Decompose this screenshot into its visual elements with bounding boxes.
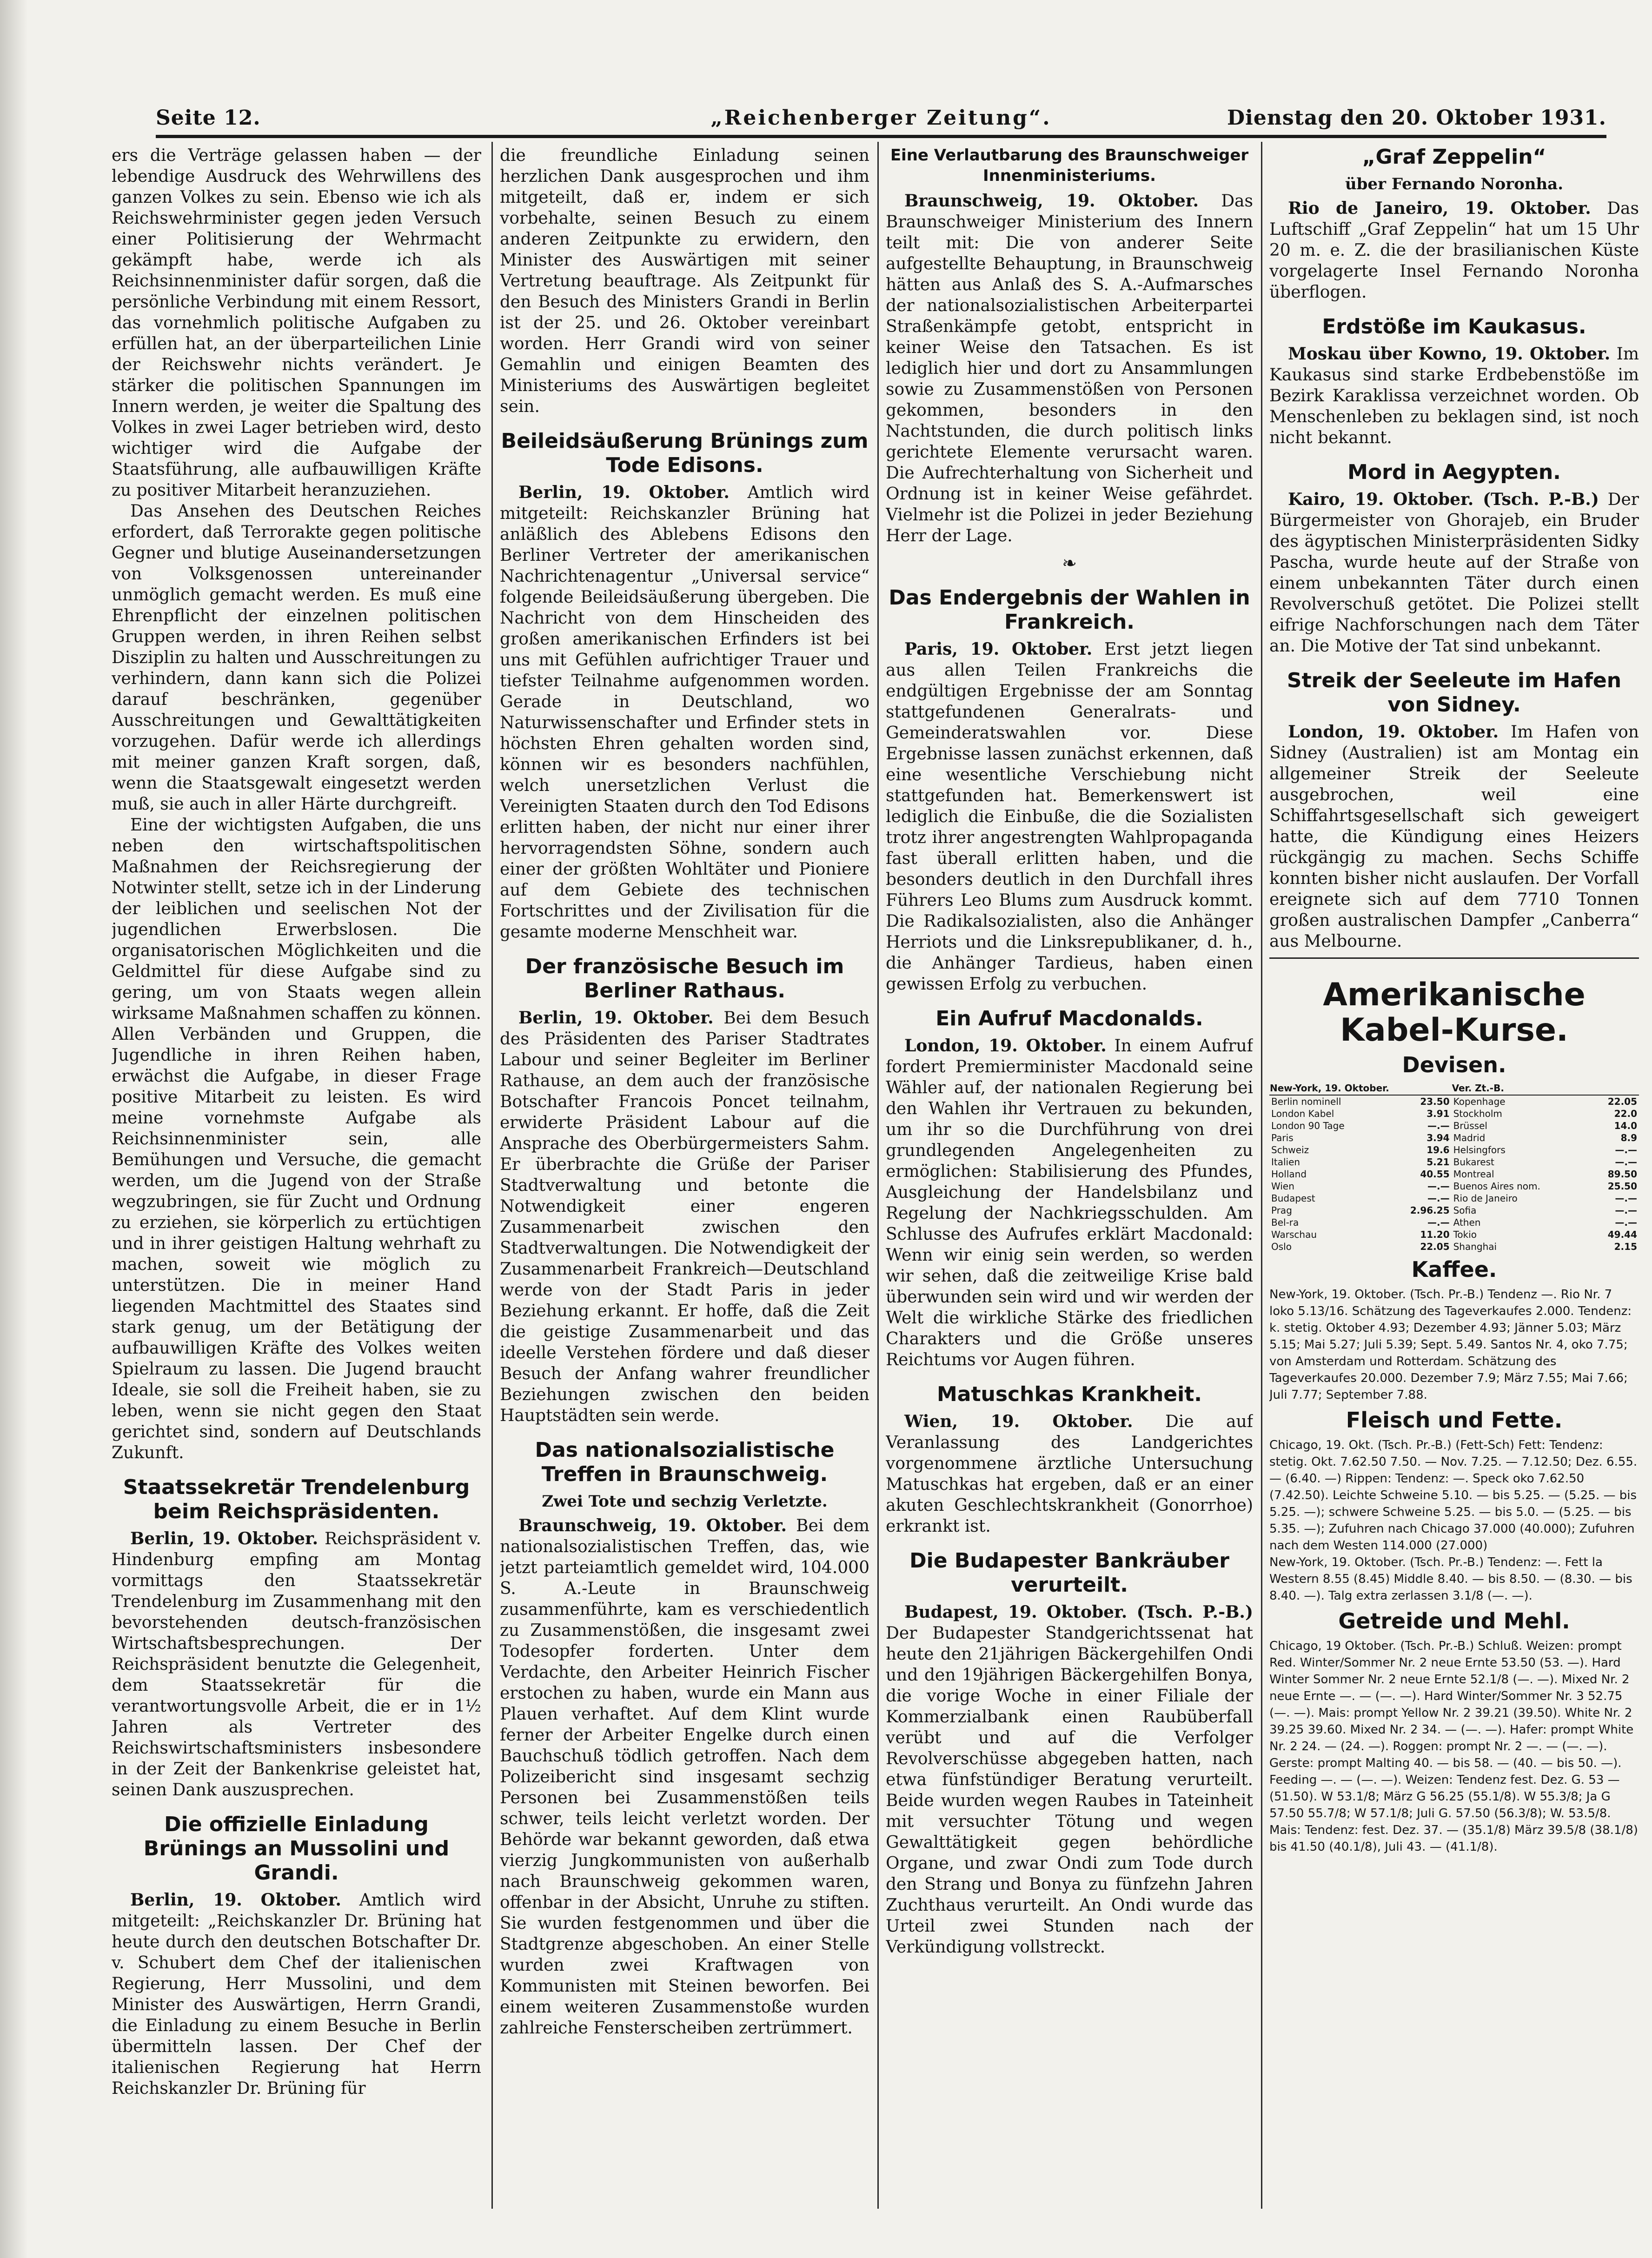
currency-name: Stockholm xyxy=(1453,1108,1502,1119)
article-text: Bei dem Besuch des Präsidenten des Pariser Stadtrates Labour und seiner Begleiter im Berliner Rathause, an dem auch der französische Botschafter Francois Poncet teilnahm, erwiderte Präsident Labour auf die Ansprache des Oberbürgermeisters Sahm. Er überbrachte die Grüße der Pariser Stadtverwaltung und betonte die Notwendigkeit einer engeren Zusammenarbeit zwischen den Stadtverwaltungen. Die Notwendigkeit der Zusammenarbeit Frankreich—Deutschland werde von der Stadt Paris in jeder Beziehung erkannt. Er hoffe, daß die Zeit die geistige Zusammenarbeit und das ideelle Verstehen fördere und daß dieser Besuch der Anfang wahrer freundlicher Beziehungen zwischen den beiden Hauptstädten sein werde. xyxy=(500,1009,869,1425)
currency-rate: 40.55 xyxy=(1420,1169,1450,1180)
headline: Erdstöße im Kaukasus. xyxy=(1322,315,1586,339)
article-text: die freundliche Einladung seinen herzlichen Dank ausgesprochen und ihm mitgeteilt, daß er, indem er sich vorbehalte, seinen Besuch zu einem anderen Zeitpunkte zu erwidern, den Minister des Auswärtigen mit seiner Vertretung beauftrage. Als Zeitpunkt für den Besuch des Ministers Grandi in Berlin ist der 25. und 26. Oktober vereinbart worden. Herr Grandi wird von seiner Gemahlin und einigen Beamten des Ministeriums des Auswärtigen begleitet sein. xyxy=(500,146,869,416)
article-text: Bei dem nationalsozialistischen Treffen, das, wie jetzt parteiamtlich gemeldet wird, 104.000 S. A.-Leute in Braunschweig zusammenführte, kam es verschiedentlich zu Zusammenstößen, die insgesamt zwei Todesopfer forderten. Unter dem Verdachte, den Arbeiter Heinrich Fischer erstochen zu haben, wurde ein Mann aus Plauen verhaftet. Auf dem Klint wurde ferner der Arbeiter Engelke durch einen Bauchschuß tödlich getroffen. Nach dem Polizeibericht sind insgesamt sechzig Personen bei Zusammenstößen teils schwer, teils leicht verletzt worden. Der Behörde war bekannt geworden, daß etwa vierzig Jungkommunisten von außerhalb nach Braunschweig gekommen waren, offenbar in der Absicht, Unruhe zu stiften. Sie wurden festgenommen und über die Stadtgrenze abgeschoben. An einer Stelle wurden zwei Kraftwagen von Kommunisten mit Steinen beworfen. Bei einem weiteren Zusammenstoße wurden zahlreiche Fensterscheiben zertrümmert. xyxy=(500,1516,869,2038)
currency-rate: —.— xyxy=(1427,1181,1450,1192)
currency-rate: —.— xyxy=(1615,1144,1637,1156)
currency-name: Schweiz xyxy=(1271,1144,1309,1156)
currency-name: Oslo xyxy=(1271,1241,1292,1252)
dateline: Moskau über Kowno, 19. Oktober. xyxy=(1288,344,1611,364)
headline: Der französische Besuch im Berliner Rathaus. xyxy=(525,955,844,1003)
headline: Streik der Seeleute im Hafen von Sidney. xyxy=(1287,669,1622,717)
currency-rate: —.— xyxy=(1615,1205,1637,1216)
headline: Staatssekretär Trendelenburg beim Reichspräsidenten. xyxy=(123,1475,470,1523)
market-subheadline: Fleisch und Fette. xyxy=(1346,1408,1563,1433)
page-number: Seite 12. xyxy=(156,106,261,130)
currency-rate: 22.05 xyxy=(1420,1241,1450,1252)
dateline: London, 19. Oktober. xyxy=(1288,722,1499,742)
article-text: Amtlich wird mitgeteilt: Reichskanzler Brüning hat anläßlich des Ablebens Edisons den Berliner Vertreter der amerikanischen Nachrichtenagentur „Universal service“ folgende Beileidsäußerung übergeben. Die Nachricht von dem Hinscheiden des großen amerikanischen Erfinders ist bei uns mit Gefühlen aufrichtiger Trauer und tiefster Teilnahme aufgenommen worden. Gerade in Deutschland, wo Naturwissenschafter und Erfinder stets in höchsten Ehren gehalten worden sind, können wir es besonders nachfühlen, welch unersetzlichen Verlust die Vereinigten Staaten durch den Tod Edisons erlitten haben, der nicht nur einer ihrer hervorragendsten Söhne, sondern auch einer der größten Wohltäter und Pioniere auf dem Gebiete des technischen Fortschrittes und der Zivilisation für die gesamte moderne Menschheit war. xyxy=(500,483,869,942)
currency-rate: 89.50 xyxy=(1607,1169,1637,1180)
currency-name: London Kabel xyxy=(1271,1108,1334,1119)
currency-rate: 19.6 xyxy=(1426,1144,1450,1156)
headline: Die offizielle Einladung Brünings an Mussolini und Grandi. xyxy=(143,1813,450,1885)
article-text: Eine der wichtigsten Aufgaben, die uns neben den wirtschaftspolitischen Maßnahmen der Reichsregierung der Notwinter stellt, setze ich in der Linderung der leiblichen und seelischen Not der jugendlichen Erwerbslosen. Die organisatorischen Möglichkeiten und die Geldmittel für diese Aufgabe sind zu gering, um von Staats wegen allein wirksame Maßnahmen schaffen zu können. Allen Verbänden und Gruppen, die Jugendliche in ihren Reihen haben, erwächst die Aufgabe, in dieser Frage positive Mitarbeit zu leisten. Es wird meine vornehmste Aufgabe als Reichsinnenminister sein, alle Bemühungen und Versuche, die gemacht werden, um die Jugend von der Straße wegzubringen, sie für Zucht und Ordnung zu erziehen, sie körperlich zu ertüchtigen und in ihrer geistigen Haltung wehrhaft zu machen, soweit wie möglich zu unterstützen. Die in meiner Hand liegenden Machtmittel des Staates sind stark genug, um der Betätigung der aufbauwilligen Kräfte des Volkes weiten Spielraum zu lassen. Die Jugend braucht Ideale, sie soll die Freiheit haben, sie zu leben, wenn sie nicht gegen den Staat gerichtet sind, sondern auf Deutschlands Zukunft. xyxy=(112,816,481,1462)
currency-name: Bel-ra xyxy=(1271,1217,1299,1228)
table-row xyxy=(1269,1132,1639,1144)
currency-name: Athen xyxy=(1453,1217,1481,1228)
article-text: In einem Aufruf fordert Premierminister Macdonald seine Wähler auf, der nationalen Regierung bei den Wahlen ihr Vertrauen zu bekunden, um ihr so die Durchführung von drei grundlegenden Angelegenheiten zu ermöglichen: Stabilisierung des Pfundes, Ausgleichung der Handelsbilanz und Regelung der Nachkriegsschulden. Am Schlusse des Aufrufes erklärt Macdonald: Wenn wir einig sein werden, so werden wir sehen, daß die zeitweilige Krise bald überwunden sein wird und wir werden der Welt die wirkliche Stärke des friedlichen Charakters und die Größe unseres Reichtums vor Augen führen. xyxy=(886,1036,1253,1369)
currency-rate: 14.0 xyxy=(1614,1120,1637,1131)
currency-rate: —.— xyxy=(1615,1217,1637,1228)
table-row xyxy=(1269,1108,1639,1120)
header-rule xyxy=(156,135,1606,138)
table-row xyxy=(1269,1095,1639,1108)
currency-rate: 11.20 xyxy=(1420,1229,1450,1240)
market-text: Chicago, 19. Okt. (Tsch. Pr.-B.) (Fett-Sch) Fett: Tendenz: stetig. Okt. 7.62.50 7.50. — Nov. 7.25. — 7.12.50; Dez. 6.55. — (6.40. —) Rippen: Tendenz: —. Speck oko 7.62.50 (7.42.50). Leichte Schweine 5.10. — bis 5.25. — (5.25. — bis 5.25. —); schwere Schweine 5.25. — bis 5.0. — (5.25. — bis 5.35. —); Zufuhren nach Chicago 37.000 (40.000); Zufuhren nach dem Westen 114.000 (27.000) xyxy=(1269,1438,1638,1553)
column-divider xyxy=(491,142,493,2209)
dateline: Berlin, 19. Oktober. xyxy=(130,1890,341,1910)
currency-rate: —.— xyxy=(1615,1193,1637,1204)
currency-rate: 3.94 xyxy=(1426,1132,1450,1143)
headline: Das nationalsozialistische Treffen in Braunschweig. xyxy=(535,1438,835,1486)
currency-rate: 25.50 xyxy=(1607,1181,1637,1192)
currency-name: Helsingfors xyxy=(1453,1144,1506,1156)
article-text: Reichspräsident v. Hindenburg empfing am Montag vormittags den Staatssekretär Trendelenburg im Zusammenhang mit den bevorstehenden deutsch-französischen Wirtschaftsbesprechungen. Der Reichspräsident benutzte die Gelegenheit, dem Staatssekretär für die verantwortungsvolle Arbeit, die er in 1½ Jahren als Vertreter des Reichswirtschaftsministers insbesondere in der Zeit der Bankenkrise geleistet hat, seinen Dank auszusprechen. xyxy=(112,1529,481,1800)
headline: „Graf Zeppelin“ xyxy=(1362,145,1546,169)
headline: Eine Verlautbarung des Braunschweiger Innenministeriums. xyxy=(890,146,1249,185)
currency-name: Berlin nominell xyxy=(1271,1096,1341,1107)
market-headline: Amerikanische Kabel-Kurse. xyxy=(1323,976,1586,1049)
currency-name: Madrid xyxy=(1453,1132,1486,1143)
headline: Das Endergebnis der Wahlen in Frankreich. xyxy=(889,586,1250,634)
currency-name: Tokio xyxy=(1453,1229,1477,1240)
currency-name: Montreal xyxy=(1453,1169,1494,1180)
dateline: Berlin, 19. Oktober. xyxy=(518,483,730,502)
subheadline: über Fernando Noronha. xyxy=(1345,175,1564,193)
table-row xyxy=(1269,1241,1639,1253)
currency-rate: —.— xyxy=(1427,1193,1450,1204)
dateline: London, 19. Oktober. xyxy=(904,1036,1107,1056)
table-row xyxy=(1269,1216,1639,1229)
table-row xyxy=(1269,1144,1639,1156)
headline: Mord in Aegypten. xyxy=(1347,460,1561,484)
column-2 xyxy=(500,145,869,2207)
headline: Beileidsäußerung Brünings zum Tode Edisons. xyxy=(501,429,869,477)
currency-name: Brüssel xyxy=(1453,1120,1487,1131)
headline: Ein Aufruf Macdonalds. xyxy=(935,1007,1203,1030)
market-text: Chicago, 19 Oktober. (Tsch. Pr.-B.) Schluß. Weizen: prompt Red. Winter/Sommer Nr. 2 neue Ernte 53.50 (53. —). Hard Winter Sommer Nr. 2 neue Ernte 52.1/8 (—. —). Mixed Nr. 2 neue Ernte —. — (—. —). Hard Winter/Sommer Nr. 3 52.75 (—. —). Mais: prompt Yellow Nr. 2 39.21 (39.50). White Nr. 2 39.25 39.60. Mixed Nr. 2 34. — (—. —). Hafer: prompt White Nr. 2 24. — (24. —). Roggen: prompt Nr. 2 —. — (—. —). Gerste: prompt Malting 40. — bis 58. — (40. — bis 50. —). Feeding —. — (—. —). Weizen: Tendenz fest. Dez. G. 53 — (51.50). W 53.1/8; März G 56.25 (55.1/8). W 55.3/8; Ja G 57.50 55.7/8; W 57.1/8; Juli G. 57.50 (56.3/8); W. 53.5/8. Mais: Tendenz: fest. Dez. 37. — (35.1/8) März 39.5/8 (38.1/8) bis 41.50 (40.1/8), Juli 43. — (41.1/8). xyxy=(1269,1639,1638,1854)
dateline: Berlin, 19. Oktober. xyxy=(518,1008,714,1028)
market-subheadline: Devisen. xyxy=(1402,1052,1506,1077)
page-header xyxy=(156,106,1606,134)
article-text: Amtlich wird mitgeteilt: „Reichskanzler Dr. Brüning hat heute durch den deutschen Botschafter Dr. v. Schubert dem Chef der italienischen Regierung, Herr Mussolini, und dem Minister des Auswärtigen, Herrn Grandi, die Einladung zu einem Besuche in Berlin übermitteln lassen. Der Chef der italienischen Regierung hat Herrn Reichskanzler Dr. Brüning für xyxy=(112,1891,481,2098)
dateline: Budapest, 19. Oktober. (Tsch. P.-B.) xyxy=(904,1602,1253,1622)
column-4 xyxy=(1269,145,1639,2207)
dateline: Braunschweig, 19. Oktober. xyxy=(518,1516,787,1535)
currency-name: Warschau xyxy=(1271,1229,1317,1240)
currency-rate: 2.15 xyxy=(1614,1241,1637,1252)
dateline: Wien, 19. Oktober. xyxy=(904,1412,1133,1431)
table-row xyxy=(1269,1180,1639,1192)
issue-date: Dienstag den 20. Oktober 1931. xyxy=(1227,106,1606,130)
devisen-header-left: New-York, 19. Oktober. xyxy=(1269,1082,1452,1095)
market-text: New-York, 19. Oktober. (Tsch. Pr.-B.) Tendenz: —. Fett la Western 8.55 (8.45) Middle 8.40. — bis 8.50. — (8.30. — bis 8.40. —). Talg extra zerlassen 3.1/8 (—. —). xyxy=(1269,1555,1632,1603)
article-text: Im Kaukasus sind starke Erdbebenstöße im Bezirk Karaklissa verzeichnet worden. Ob Menschenleben zu beklagen sind, ist noch nicht bekannt. xyxy=(1269,345,1639,447)
devisen-table xyxy=(1269,1082,1639,1253)
article-text: Erst jetzt liegen aus allen Teilen Frankreichs die endgültigen Ergebnisse der am Sonntag stattgefundenen Generalrats- und Gemeinderatswahlen vor. Diese Ergebnisse lassen zunächst erkennen, daß eine wesentliche Verschiebung nicht stattgefunden hat. Bemerkenswert ist lediglich die Einbuße, die die Sozialisten trotz ihrer angestrengten Wahlpropaganda fast überall erlitten haben, und die besonders deutlich in den Durchfall ihres Führers Leo Blums zum Ausdruck kommt. Die Radikalsozialisten, also die Anhänger Herriots und die Linksrepublikaner, d. h., die Anhänger Tardieus, haben einen gewissen Erfolg zu verbuchen. xyxy=(886,640,1253,994)
article-text: Der Budapester Standgerichtssenat hat heute den 21jährigen Bäckergehilfen Ondi und den 19jährigen Bäckergehilfen Bonya, die vorige Woche in einer Filiale der Kommerzialbank einen Raubüberfall verübt und auf die Verfolger Revolverschüsse abgegeben hatten, nach etwa fünfstündiger Beratung verurteilt. Beide wurden wegen Raubes in Tateinheit mit versuchter Tötung und wegen Gewalttätigkeit gegen behördliche Organe, und zwar Ondi zum Tode durch den Strang und Bonya zu fünfzehn Jahren Zuchthaus verurteilt. An Ondi wurde das Urteil zwei Stunden nach der Verkündigung vollstreckt. xyxy=(886,1624,1253,1957)
headline: Matuschkas Krankheit. xyxy=(937,1382,1202,1406)
currency-name: Prag xyxy=(1271,1205,1292,1216)
dateline: Kairo, 19. Oktober. (Tsch. P.-B.) xyxy=(1288,490,1599,509)
article-text: Im Hafen von Sidney (Australien) ist am Montag ein allgemeiner Streik der Seeleute ausgebrochen, weil eine Schiffahrtsgesellschaft sich geweigert hatte, die Kündigung eines Heizers rückgängig zu machen. Sechs Schiffe konnten bisher nicht auslaufen. Der Vorfall ereignete sich auf dem 7710 Tonnen großen australischen Dampfer „Canberra“ aus Melbourne. xyxy=(1269,723,1639,951)
currency-name: Kopenhage xyxy=(1453,1096,1506,1107)
article-text: ers die Verträge gelassen haben — der lebendige Ausdruck des Wehrwillens des ganzen Volkes zu sein. Ebenso wie ich als Reichswehrminister gegen jeden Versuch einer Politisierung der Wehrmacht gekämpft habe, werde ich als Reichsinnenminister dafür sorgen, daß die persönliche Verbindung mit einem Ressort, das vornehmlich politische Aufgaben zu erfüllen hat, an der überparteilichen Linie der Reichswehr nichts verändert. Je stärker die politischen Spannungen im Innern werden, je weiter die Spaltung des Volkes in zwei Lager betrieben wird, desto wichtiger wird die Aufgabe der Staatsführung, alle aufbauwilligen Kräfte zu positiver Mitarbeit heranzuziehen. xyxy=(112,146,481,500)
column-divider xyxy=(1261,142,1262,2209)
table-row xyxy=(1269,1156,1639,1168)
devisen-header-right: Ver. Zt.-B. xyxy=(1452,1082,1639,1095)
ornament-divider: ❧ xyxy=(1062,553,1077,573)
currency-name: Sofia xyxy=(1453,1205,1477,1216)
column-divider xyxy=(877,142,879,2209)
currency-name: Holland xyxy=(1271,1169,1307,1180)
headline: Die Budapester Bankräuber verurteilt. xyxy=(909,1549,1229,1597)
market-subheadline: Getreide und Mehl. xyxy=(1338,1608,1570,1634)
column-1 xyxy=(112,145,481,2207)
currency-rate: 22.0 xyxy=(1614,1108,1637,1119)
dateline: Braunschweig, 19. Oktober. xyxy=(904,191,1199,211)
table-row xyxy=(1269,1168,1639,1180)
currency-name: Rio de Janeiro xyxy=(1453,1193,1518,1204)
currency-name: Bukarest xyxy=(1453,1156,1494,1168)
currency-rate: —.— xyxy=(1615,1156,1637,1168)
article-text: Das Braunschweiger Ministerium des Innern teilt mit: Die von anderer Seite aufgestellte Behauptung, in Braunschweig hätten aus Anlaß des S. A.-Aufmarsches der nationalsozialistischen Arbeiterpartei Straßenkämpfe getobt, entspricht in keiner Weise den Tatsachen. Es ist lediglich hier und dort zu Ansammlungen sowie zu Zusammenstößen von Personen gekommen, besonders in den Nachtstunden, die durch politisch links gerichtete Elemente verursacht waren. Die Aufrechterhaltung von Sicherheit und Ordnung ist in keiner Weise gefährdet. Vielmehr ist die Polizei in jeder Beziehung Herr der Lage. xyxy=(886,192,1253,545)
currency-name: Italien xyxy=(1271,1156,1300,1168)
table-row xyxy=(1269,1120,1639,1132)
currency-rate: 23.50 xyxy=(1420,1096,1450,1107)
currency-rate: 5.21 xyxy=(1426,1156,1450,1168)
article-text: Das Luftschiff „Graf Zeppelin“ hat um 15 Uhr 20 m. e. Z. die der brasilianischen Küste vorgelagerte Insel Fernando Noronha überflogen. xyxy=(1269,199,1639,302)
currency-rate: —.— xyxy=(1427,1217,1450,1228)
article-text: Das Ansehen des Deutschen Reiches erfordert, daß Terrorakte gegen politische Gegner und blutige Auseinandersetzungen von Volksgenossen untereinander unmöglich gemacht werden. Es muß eine Ehrenpflicht der einzelnen politischen Gruppen werden, in ihren Reihen selbst Disziplin zu halten und Ausschreitungen zu verhindern, dann kann sich die Polizei darauf beschränken, gegenüber Ausschreitungen und Gewalttätigkeiten vorzugehen. Dafür werde ich allerdings mit meiner ganzen Kraft sorgen, daß, wenn die Staatsgewalt eingesetzt werden muß, sie auch in aller Härte durchgreift. xyxy=(112,502,481,814)
currency-rate: 22.05 xyxy=(1607,1096,1637,1107)
currency-name: Budapest xyxy=(1271,1193,1315,1204)
currency-rate: 3.91 xyxy=(1426,1108,1450,1119)
currency-name: Buenos Aires nom. xyxy=(1453,1181,1540,1192)
currency-name: Wien xyxy=(1271,1181,1294,1192)
currency-rate: —.— xyxy=(1427,1120,1450,1131)
column-3 xyxy=(886,145,1253,2207)
market-subheadline: Kaffee. xyxy=(1411,1257,1497,1282)
currency-name: Shanghai xyxy=(1453,1241,1497,1252)
table-row xyxy=(1269,1229,1639,1241)
currency-rate: 49.44 xyxy=(1607,1229,1637,1240)
table-row xyxy=(1269,1204,1639,1216)
table-row xyxy=(1269,1192,1639,1204)
dateline: Paris, 19. Oktober. xyxy=(904,639,1093,659)
subheadline: Zwei Tote und sechzig Verletzte. xyxy=(542,1492,828,1511)
dateline: Rio de Janeiro, 19. Oktober. xyxy=(1288,199,1591,218)
currency-name: London 90 Tage xyxy=(1271,1120,1345,1131)
currency-name: Paris xyxy=(1271,1132,1294,1143)
scan-shadow xyxy=(0,0,28,2258)
currency-rate: 2.96.25 xyxy=(1410,1205,1450,1216)
article-text: Die auf Veranlassung des Landgerichtes vorgenommene ärztliche Untersuchung Matuschkas hat ergeben, daß er an einer akuten Geschlechtskrankheit (Gonorrhoe) erkrankt ist. xyxy=(886,1412,1253,1536)
article-text: Der Bürgermeister von Ghorajeb, ein Bruder des ägyptischen Ministerpräsidenten Sidky Pascha, wurde heute auf der Straße von einem unbekannten Täter durch einen Revolverschuß getötet. Die Polizei stellt eifrige Nachforschungen nach dem Täter an. Die Motive der Tat sind unbekannt. xyxy=(1269,490,1639,656)
dateline: Berlin, 19. Oktober. xyxy=(130,1529,318,1548)
section-rule xyxy=(1269,957,1639,959)
currency-rate: 8.9 xyxy=(1620,1132,1637,1143)
market-text: New-York, 19. Oktober. (Tsch. Pr.-B.) Tendenz —. Rio Nr. 7 loko 5.13/16. Schätzung des Tageverkaufes 2.000. Tendenz: k. stetig. Oktober 4.93; Dezember 4.93; Jänner 5.03; März 5.15; Mai 5.27; Juli 5.39; Sept. 5.49. Santos Nr. 4, oko 7.75; von Amsterdam und Rotterdam. Schätzung des Tageverkaufes 20.000. Dezember 7.9; März 7.55; Mai 7.66; Juli 7.77; September 7.88. xyxy=(1269,1288,1632,1402)
newspaper-title: „Reichenberger Zeitung“. xyxy=(710,106,1052,130)
